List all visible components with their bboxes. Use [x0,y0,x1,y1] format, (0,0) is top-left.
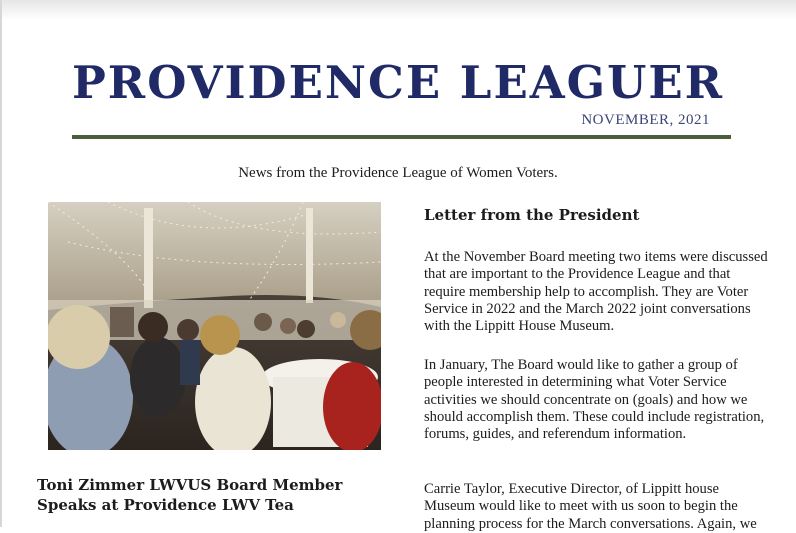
letter-title: Letter from the President [424,206,640,224]
letter-paragraph-1: At the November Board meeting two items were discussed that are important to the Providence League and that require membership help to accomplish. They are Voter Service in 2022 and the March 2022 joint conversations with the Lippitt House Museum. [424,249,768,335]
issue-date: NOVEMBER, 2021 [581,112,710,128]
letter-paragraph-2: In January, The Board would like to gather a group of people interested in determining what Voter Service activities we should concentrate on (goals) and how we should accomplish them. These could include registration, forums, guides, and referendum information. [424,357,765,443]
masthead-rule [72,135,731,139]
tea-event-photo [48,202,381,450]
left-article-title: Toni Zimmer LWVUS Board Member Speaks at Providence LWV Tea [37,476,343,514]
tagline: News from the Providence League of Women Voters. [238,165,558,181]
newsletter-masthead: PROVIDENCE LEAGUER [71,56,725,109]
letter-paragraph-3: Carrie Taylor, Executive Director, of Lippitt house Museum would like to meet with us soon to begin the planning process for the March conversations. Again, we [424,481,757,532]
page-top-shadow [0,0,796,20]
